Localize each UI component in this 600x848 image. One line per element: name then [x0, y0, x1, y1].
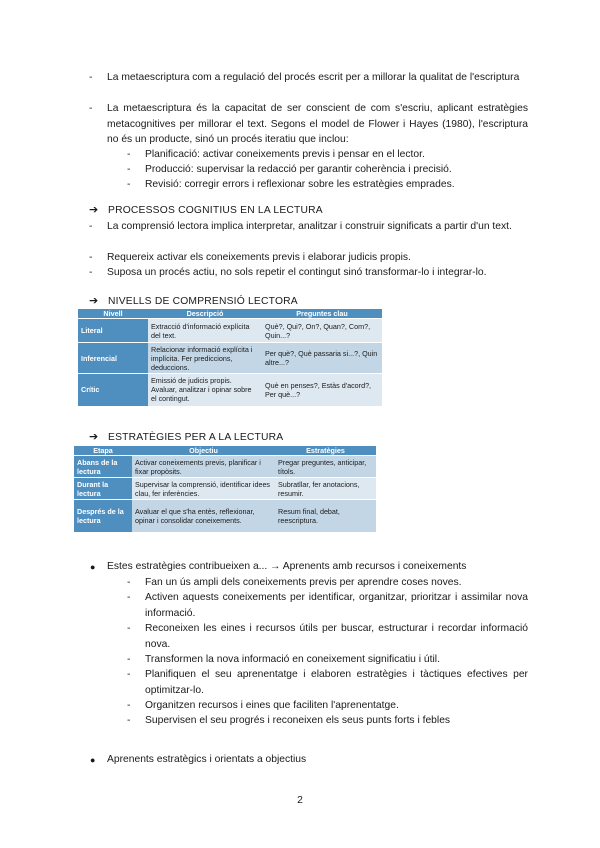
table-cell: Subratllar, fer anotacions, resumir. — [275, 478, 376, 500]
arrow-icon: ➔ — [89, 204, 99, 216]
dash-marker: - — [127, 715, 131, 726]
table-header: Objectiu — [132, 446, 275, 456]
table-cell: Emissió de judicis propis. Avaluar, analitzar i opinar sobre el contingut. — [148, 374, 262, 406]
dash-marker: - — [127, 592, 131, 603]
dash-marker: - — [89, 267, 93, 278]
sub-list-item: Producció: supervisar la redacció per garantir coherència i precisió. — [145, 164, 452, 175]
dash-marker: - — [89, 103, 93, 114]
sub-list-item: Reconeixen les eines i recursos útils per buscar, estructurar i recordar informació nova. — [145, 623, 528, 650]
table-cell: Després de la lectura — [74, 500, 132, 532]
list-item: Requereix activar els coneixements previs i elaborar judicis propis. — [107, 252, 411, 263]
table-cell: Abans de la lectura — [74, 456, 132, 478]
reading-strategies-table — [74, 446, 376, 532]
table-header: Preguntes clau — [262, 309, 382, 319]
dash-marker: - — [89, 252, 93, 263]
table-cell: Supervisar la comprensió, identificar idees clau, fer inferències. — [132, 478, 275, 500]
sub-list-item: Supervisen el seu progrés i reconeixen els seus punts forts i febles — [145, 715, 451, 726]
table-header: Etapa — [74, 446, 132, 456]
table-header: Nivell — [78, 309, 148, 319]
table-cell: Extracció d'informació explícita del text. — [148, 319, 262, 343]
table-cell: Què en penses?, Estàs d'acord?, Per què...? — [262, 374, 382, 406]
sub-list-item: Organitzen recursos i eines que faciliten l'aprenentatge. — [145, 700, 399, 711]
table-cell: Per què?, Què passaria si...?, Quin altre...? — [262, 343, 382, 374]
section-heading: PROCESSOS COGNITIUS EN LA LECTURA — [108, 205, 323, 216]
table-cell: Durant la lectura — [74, 478, 132, 500]
dash-marker: - — [127, 700, 131, 711]
sub-list-item: Planificació: activar coneixements previs i pensar en el lector. — [145, 149, 425, 160]
sub-list-item: Fan un ús ampli dels coneixements previs per aprendre coses noves. — [145, 577, 462, 588]
comprehension-levels-table — [78, 309, 382, 406]
page-number: 2 — [297, 795, 303, 806]
table-cell: Què?, Qui?, On?, Quan?, Com?, Quin...? — [262, 319, 382, 343]
table-row — [78, 319, 382, 343]
dash-marker: - — [127, 149, 131, 160]
sub-list-item: Activen aquests coneixements per identificar, organitzar, prioritzar i assimilar nova informació. — [145, 592, 528, 619]
table-cell: Crític — [78, 374, 148, 406]
dash-marker: - — [127, 669, 131, 680]
table-row — [78, 374, 382, 406]
table-row — [74, 500, 376, 532]
dash-marker: - — [127, 623, 131, 634]
table-row — [78, 343, 382, 374]
sub-list-item: Transformen la nova informació en coneixement significatiu i útil. — [145, 654, 440, 665]
bullet-item: Aprenents estratègics i orientats a objectius — [107, 754, 307, 765]
dash-marker: - — [127, 164, 131, 175]
table-cell: Pregar preguntes, anticipar, títols. — [275, 456, 376, 478]
bullet-item: Estes estratègies contribueixen a... → Aprenents amb recursos i coneixements — [107, 561, 467, 572]
arrow-icon: ➔ — [89, 431, 99, 443]
section-heading: NIVELLS DE COMPRENSIÓ LECTORA — [108, 296, 298, 307]
table-row — [74, 456, 376, 478]
list-item: La metaescriptura és la capacitat de ser conscient de com s'escriu, aplicant estratègies metacognitives per millorar el text. Segons el model de Flower i Hayes (1980), l'escriptura no és un producte, sinó un procés iteratiu que inclou: — [107, 103, 528, 145]
table-cell: Literal — [78, 319, 148, 343]
list-item: La comprensió lectora implica interpretar, analitzar i construir significats a partir d'un text. — [107, 221, 512, 232]
table-cell: Resum final, debat, reescriptura. — [275, 500, 376, 532]
section-heading: ESTRATÈGIES PER A LA LECTURA — [108, 432, 284, 443]
table-cell: Activar coneixements previs, planificar i fixar propòsits. — [132, 456, 275, 478]
arrow-icon: ➔ — [89, 295, 99, 307]
table-cell: Avaluar el que s'ha entès, reflexionar, opinar i consolidar coneixements. — [132, 500, 275, 532]
dash-marker: - — [127, 179, 131, 190]
bullet-icon: ● — [90, 562, 96, 572]
table-header: Descripció — [148, 309, 262, 319]
sub-list-item: Planifiquen el seu aprenentatge i elaboren estratègies i tàctiques efectives per optimitzar-lo. — [145, 669, 528, 696]
table-row — [74, 478, 376, 500]
dash-marker: - — [89, 72, 93, 83]
dash-marker: - — [127, 654, 131, 665]
dash-marker: - — [127, 577, 131, 588]
sub-list-item: Revisió: corregir errors i reflexionar sobre les estratègies emprades. — [145, 179, 455, 190]
table-cell: Inferencial — [78, 343, 148, 374]
list-item: Suposa un procés actiu, no sols repetir el contingut sinó transformar-lo i integrar-lo. — [107, 267, 487, 278]
table-cell: Relacionar informació explícita i implícita. Fer prediccions, deduccions. — [148, 343, 262, 374]
bullet-icon: ● — [90, 755, 96, 765]
list-item: La metaescriptura com a regulació del procés escrit per a millorar la qualitat de l'escriptura — [107, 72, 520, 83]
table-header: Estratègies — [275, 446, 376, 456]
dash-marker: - — [89, 221, 93, 232]
